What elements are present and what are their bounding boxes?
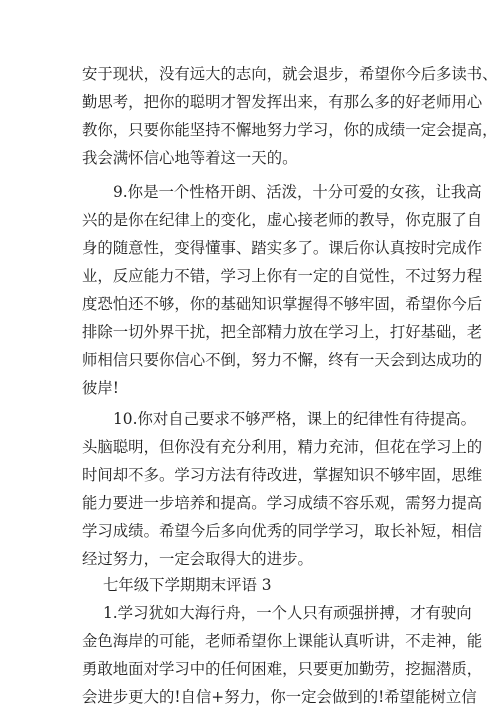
text-line: 业，反应能力不错，学习上你有一定的自觉性，不过努力程 — [82, 267, 483, 285]
text-line: 安于现状，没有远大的志向，就会退步，希望你今后多读书、 — [82, 65, 498, 83]
text-line: 勤思考，把你的聪明才智发挥出来，有那么多的好老师用心 — [82, 93, 483, 111]
text-line: 师相信只要你信心不倒，努力不懈，终有一天会到达成功的 — [82, 351, 483, 369]
text-line: 排除一切外界干扰，把全部精力放在学习上，打好基础，老 — [82, 323, 483, 341]
text-line: 身的随意性，变得懂事、踏实多了。课后你认真按时完成作 — [82, 239, 483, 257]
text-line: 经过努力，一定会取得大的进步。 — [82, 550, 313, 568]
text-line: 能力要进一步培养和提高。学习成绩不容乐观，需努力提高 — [82, 494, 483, 512]
paragraph-item-9 — [82, 178, 483, 402]
text-line: 度恐怕还不够，你的基础知识掌握得不够牢固，希望你今后 — [82, 295, 483, 313]
text-line: 勇敢地面对学习中的任何困难，只要更加勤劳，挖掘潜质， — [82, 660, 483, 678]
text-line: 1.学习犹如大海行舟，一个人只有顽强拼搏，才有驶向 — [103, 604, 472, 622]
text-line: 10.你对自己要求不够严格，课上的纪律性有待提高。 — [113, 410, 477, 428]
paragraph-continuation — [82, 60, 498, 172]
text-line: 学习成绩。希望今后多向优秀的同学学习，取长补短，相信 — [82, 522, 483, 540]
section-heading: 七年级下学期期末评语 3 — [103, 576, 272, 594]
text-line: 会进步更大的!自信+努力，你一定会做到的!希望能树立信 — [82, 688, 477, 706]
text-line: 头脑聪明，但你没有充分利用，精力充沛，但花在学习上的 — [82, 438, 483, 456]
text-line: 金色海岸的可能，老师希望你上课能认真听讲，不走神，能 — [82, 632, 483, 650]
text-line: 兴的是你在纪律上的变化，虚心接老师的教导，你克服了自 — [82, 211, 483, 229]
paragraph-item-1 — [82, 599, 483, 707]
text-line: 教你，只要你能坚持不懈地努力学习，你的成绩一定会提高， — [82, 121, 498, 139]
text-line: 彼岸! — [82, 379, 119, 397]
text-line: 我会满怀信心地等着这一天的。 — [82, 149, 298, 167]
paragraph-item-10 — [82, 405, 483, 573]
text-line: 时间却不多。学习方法有待改进，掌握知识不够牢固，思维 — [82, 466, 483, 484]
text-line: 9.你是一个性格开朗、活泼，十分可爱的女孩，让我高 — [113, 183, 482, 201]
